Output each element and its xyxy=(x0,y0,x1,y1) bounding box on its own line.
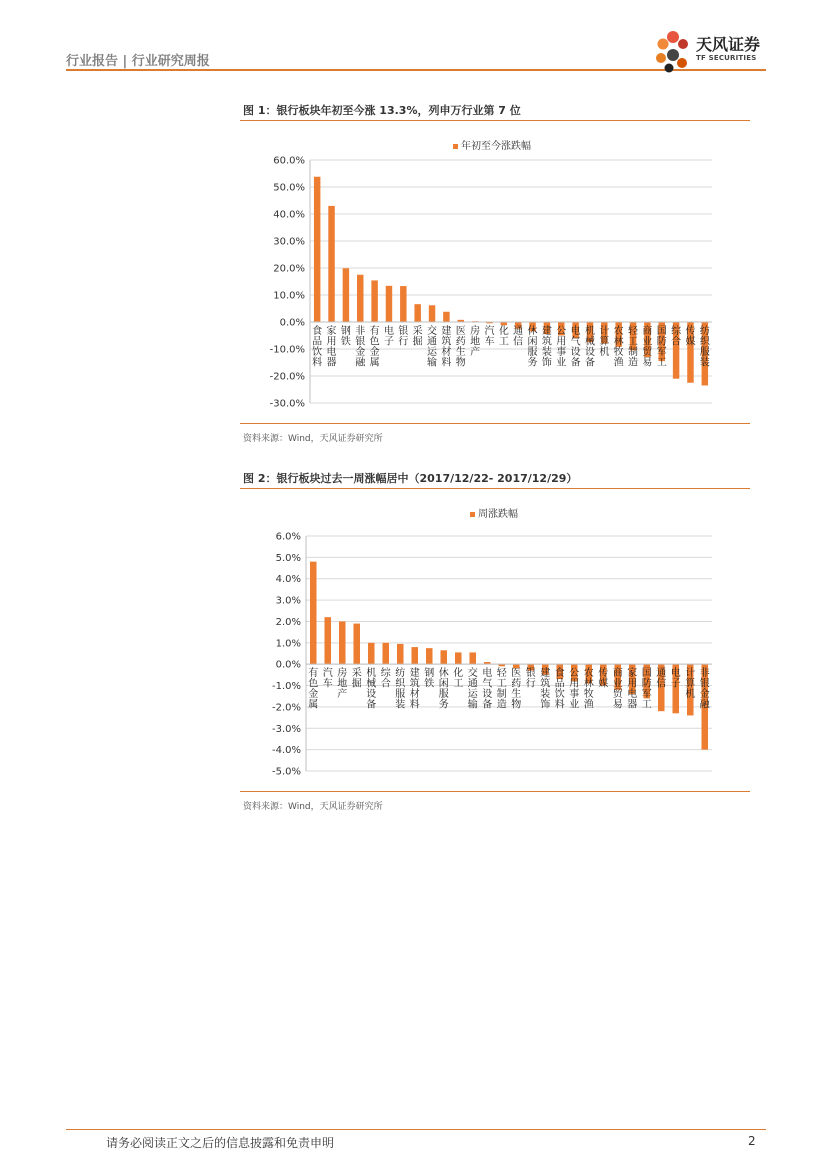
category-label: 传媒 xyxy=(685,326,696,348)
category-label: 医药生物 xyxy=(455,326,466,369)
figure1-legend-label: 年初至今涨跌幅 xyxy=(461,141,531,152)
figure2-bottom-rule xyxy=(240,791,750,792)
category-label: 建筑材料 xyxy=(409,668,420,711)
figure1-title: 图 1：银行板块年初至今涨 13.3%，列申万行业第 7 位 xyxy=(243,104,521,117)
bar xyxy=(411,647,418,664)
category-label: 钢铁 xyxy=(340,326,351,348)
y-tick-label: 5.0% xyxy=(275,552,301,564)
category-label: 银行 xyxy=(398,326,409,348)
category-label: 农林牧渔 xyxy=(613,326,624,369)
category-label: 电气设备 xyxy=(570,326,581,369)
bar xyxy=(469,652,476,664)
bar xyxy=(397,644,404,664)
category-label: 公用事业 xyxy=(556,326,567,369)
category-label: 房地产 xyxy=(337,668,348,701)
category-label: 非银金融 xyxy=(355,326,366,369)
category-label: 房地产 xyxy=(470,326,481,358)
figure2-source: 资料来源：Wind，天风证券研究所 xyxy=(243,802,383,812)
bar xyxy=(339,621,346,664)
report-header-title: 行业报告 | 行业研究周报 xyxy=(66,54,210,69)
figure2-legend-label: 周涨跌幅 xyxy=(478,509,518,520)
y-tick-label: 30.0% xyxy=(273,236,305,248)
bar xyxy=(310,562,317,665)
category-label: 有色金属 xyxy=(369,326,380,369)
category-label: 银行 xyxy=(525,668,536,690)
y-tick-label: -4.0% xyxy=(271,745,301,757)
y-tick-label: 0.0% xyxy=(279,317,305,329)
category-label: 综合 xyxy=(671,326,682,348)
y-tick-label: 4.0% xyxy=(275,574,301,586)
y-tick-label: 60.0% xyxy=(273,155,305,167)
category-label: 休闲服务 xyxy=(438,668,449,711)
y-tick-label: 1.0% xyxy=(275,638,301,650)
category-label: 交通运输 xyxy=(427,326,438,369)
category-label: 通信 xyxy=(513,326,524,348)
category-label: 采掘 xyxy=(412,326,423,348)
y-tick-label: -20.0% xyxy=(269,371,305,383)
category-label: 商业贸易 xyxy=(612,668,623,711)
category-label: 电气设备 xyxy=(482,668,493,711)
category-label: 通信 xyxy=(656,668,667,690)
y-tick-label: 50.0% xyxy=(273,182,305,194)
category-label: 采掘 xyxy=(351,668,362,690)
y-tick-label: -2.0% xyxy=(271,702,301,714)
category-label: 农林牧渔 xyxy=(583,668,594,711)
logo-english-name: TF SECURITIES xyxy=(696,54,757,62)
y-tick-label: 2.0% xyxy=(275,616,301,628)
category-label: 国防军工 xyxy=(641,668,652,711)
category-label: 医药生物 xyxy=(511,668,522,711)
y-tick-label: 20.0% xyxy=(273,263,305,275)
category-label: 国防军工 xyxy=(656,326,667,369)
category-label: 家用电器 xyxy=(326,326,337,369)
category-label: 有色金属 xyxy=(308,668,319,711)
bar xyxy=(426,648,433,664)
category-label: 汽车 xyxy=(322,668,333,690)
category-label: 机械设备 xyxy=(584,326,595,369)
category-label: 轻工制造 xyxy=(628,326,639,369)
category-label: 公用事业 xyxy=(569,668,580,711)
category-label: 纺织服装 xyxy=(395,668,406,711)
category-label: 综合 xyxy=(380,668,391,690)
category-label: 建筑材料 xyxy=(441,326,452,369)
bar xyxy=(455,652,462,664)
bar xyxy=(368,643,375,664)
category-label: 计算机 xyxy=(599,326,610,358)
category-label: 休闲服务 xyxy=(527,326,538,369)
bar xyxy=(382,643,389,664)
page-number: 2 xyxy=(748,1134,756,1148)
figure1-source: 资料来源：Wind，天风证券研究所 xyxy=(243,434,383,444)
figure2-title: 图 2：银行板块过去一周涨幅居中（2017/12/22- 2017/12/29） xyxy=(243,472,578,485)
category-label: 食品饮料 xyxy=(554,668,565,711)
y-tick-label: 3.0% xyxy=(275,595,301,607)
bar xyxy=(324,617,331,664)
y-tick-label: -5.0% xyxy=(271,766,301,778)
category-label: 钢铁 xyxy=(424,668,435,690)
category-label: 食品饮料 xyxy=(312,326,323,369)
y-tick-label: -1.0% xyxy=(271,681,301,693)
category-label: 交通运输 xyxy=(467,668,478,711)
category-label: 电子 xyxy=(670,668,681,690)
y-tick-label: 10.0% xyxy=(273,290,305,302)
y-tick-label: 40.0% xyxy=(273,209,305,221)
footer-divider xyxy=(66,1129,766,1130)
y-tick-label: -3.0% xyxy=(271,723,301,735)
bar xyxy=(353,624,360,665)
category-label: 化工 xyxy=(453,668,464,690)
category-label: 机械设备 xyxy=(366,668,377,711)
category-label: 商业贸易 xyxy=(642,326,653,369)
category-label: 化工 xyxy=(498,326,509,348)
category-label: 非银金融 xyxy=(699,668,710,711)
category-label: 建筑装饰 xyxy=(541,326,552,369)
footer-disclaimer: 请务必阅读正文之后的信息披露和免责申明 xyxy=(106,1136,335,1150)
category-label: 纺织服装 xyxy=(699,326,710,369)
category-label: 轻工制造 xyxy=(496,668,507,711)
y-tick-label: -30.0% xyxy=(269,398,305,410)
y-tick-label: 6.0% xyxy=(275,531,301,543)
category-label: 电子 xyxy=(383,326,394,348)
category-label: 传媒 xyxy=(598,668,609,690)
category-label: 汽车 xyxy=(484,326,495,348)
category-label: 计算机 xyxy=(685,668,696,701)
y-tick-label: 0.0% xyxy=(275,659,301,671)
bar xyxy=(440,650,447,664)
y-tick-label: -10.0% xyxy=(269,344,305,356)
logo-chinese-name: 天风证券 xyxy=(696,35,761,54)
category-label: 建筑装饰 xyxy=(540,668,551,711)
category-label: 家用电器 xyxy=(627,668,638,711)
